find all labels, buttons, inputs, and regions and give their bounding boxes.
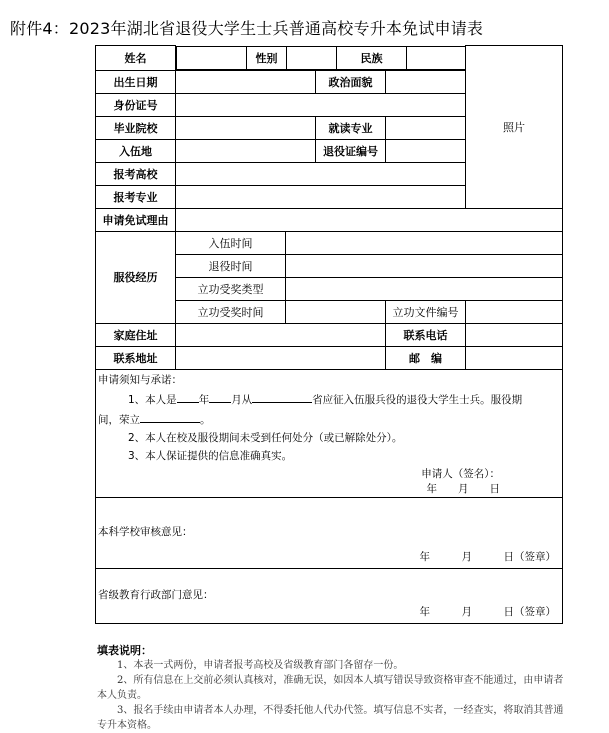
reason-label: 申请免试理由 [96, 208, 176, 231]
commitment-item-1-cont [98, 411, 560, 428]
applicant-date: 年 月 日 [426, 482, 500, 495]
commitment-item-3: 3、本人保证提供的信息准确真实。 [128, 449, 293, 462]
enlist-time-label: 入伍时间 [176, 231, 286, 254]
home-address-field[interactable] [176, 323, 386, 346]
school-review-date: 年 月 日（签章） [419, 550, 556, 563]
edu-review-label: 省级教育行政部门意见： [98, 589, 214, 601]
enlist-time-field[interactable] [286, 231, 563, 254]
apply-major-field[interactable] [176, 185, 466, 208]
gender-field[interactable] [287, 46, 337, 69]
contact-address-field[interactable] [176, 346, 386, 369]
commitment-heading: 申请须知与承诺： [98, 373, 182, 386]
edu-review-section [96, 568, 563, 623]
photo-box: 照片 [466, 46, 563, 209]
discharge-cert-label: 退役证编号 [316, 139, 386, 162]
school-review-section [96, 497, 563, 568]
postcode-field[interactable] [466, 346, 563, 369]
apply-major-label: 报考专业 [96, 185, 176, 208]
name-field[interactable] [177, 46, 247, 69]
commitment-item-1 [98, 391, 560, 408]
graduated-school-label: 毕业院校 [96, 116, 176, 139]
note-item-2: 2、所有信息在上交前必须认真核对，准确无误，如因本人填写错误导致资格审查不能通过，由申请者本人负责。 [97, 675, 564, 701]
major-label: 就读专业 [316, 116, 386, 139]
award-time-field[interactable] [286, 300, 386, 323]
school-review-label: 本科学校审核意见： [98, 526, 193, 538]
award-time-label: 立功受奖时间 [176, 300, 286, 323]
major-field[interactable] [386, 116, 466, 139]
graduated-school-field[interactable] [176, 116, 316, 139]
notes-section [97, 643, 567, 733]
enlist-place-field[interactable] [176, 139, 316, 162]
applicant-signature: 申请人（签名）： [421, 467, 500, 480]
phone-label: 联系电话 [386, 323, 466, 346]
year-blank[interactable] [177, 391, 199, 403]
award-type-field[interactable] [286, 277, 563, 300]
application-form-table [95, 45, 563, 624]
commitment-text: 省应征入伍服兵役的退役大学生士兵。服役期 [312, 393, 523, 406]
notes-heading: 填表说明： [97, 644, 152, 657]
reason-field[interactable] [176, 208, 563, 231]
commitment-text: 月从 [231, 393, 253, 406]
phone-field[interactable] [466, 323, 563, 346]
ethnicity-field[interactable] [407, 46, 466, 69]
note-item-3: 3、报名手续由申请者本人办理，不得委托他人代办代签。填写信息不实者，一经查实，将取消其普通专升本资格。 [97, 705, 564, 731]
commitment-text: 年 [198, 393, 210, 406]
apply-school-label: 报考高校 [96, 162, 176, 185]
birth-field[interactable] [176, 70, 316, 93]
note-item-1: 1、本表一式两份，申请者报考高校及省级教育部门各留存一份。 [117, 660, 404, 671]
commitment-text: 1、本人是 [128, 393, 177, 406]
province-blank[interactable] [252, 391, 312, 403]
home-address-label: 家庭住址 [96, 323, 176, 346]
award-doc-label: 立功文件编号 [386, 300, 466, 323]
commitment-section [96, 369, 563, 497]
award-blank[interactable] [140, 411, 200, 423]
award-doc-field[interactable] [466, 300, 563, 323]
name-label: 姓名 [96, 46, 176, 71]
id-number-field[interactable] [176, 93, 466, 116]
gender-label: 性别 [247, 46, 287, 69]
commitment-item-2: 2、本人在校及服役期间未受到任何处分（或已解除处分）。 [128, 431, 403, 444]
edu-review-date: 年 月 日（签章） [419, 605, 556, 618]
apply-school-field[interactable] [176, 162, 466, 185]
discharge-time-field[interactable] [286, 254, 563, 277]
month-blank[interactable] [209, 391, 231, 403]
commitment-text: 。 [200, 413, 211, 426]
commitment-text: 间，荣立 [98, 413, 140, 426]
ethnicity-label: 民族 [337, 46, 407, 69]
politics-field[interactable] [386, 70, 466, 93]
service-label: 服役经历 [96, 231, 176, 323]
discharge-time-label: 退役时间 [176, 254, 286, 277]
id-number-label: 身份证号 [96, 93, 176, 116]
postcode-label: 邮 编 [386, 346, 466, 369]
award-type-label: 立功受奖类型 [176, 277, 286, 300]
birth-label: 出生日期 [96, 70, 176, 93]
page-title: 附件4：2023年湖北省退役大学生士兵普通高校专升本免试申请表 [10, 19, 484, 38]
politics-label: 政治面貌 [316, 70, 386, 93]
enlist-place-label: 入伍地 [96, 139, 176, 162]
discharge-cert-field[interactable] [386, 139, 466, 162]
contact-address-label: 联系地址 [96, 346, 176, 369]
